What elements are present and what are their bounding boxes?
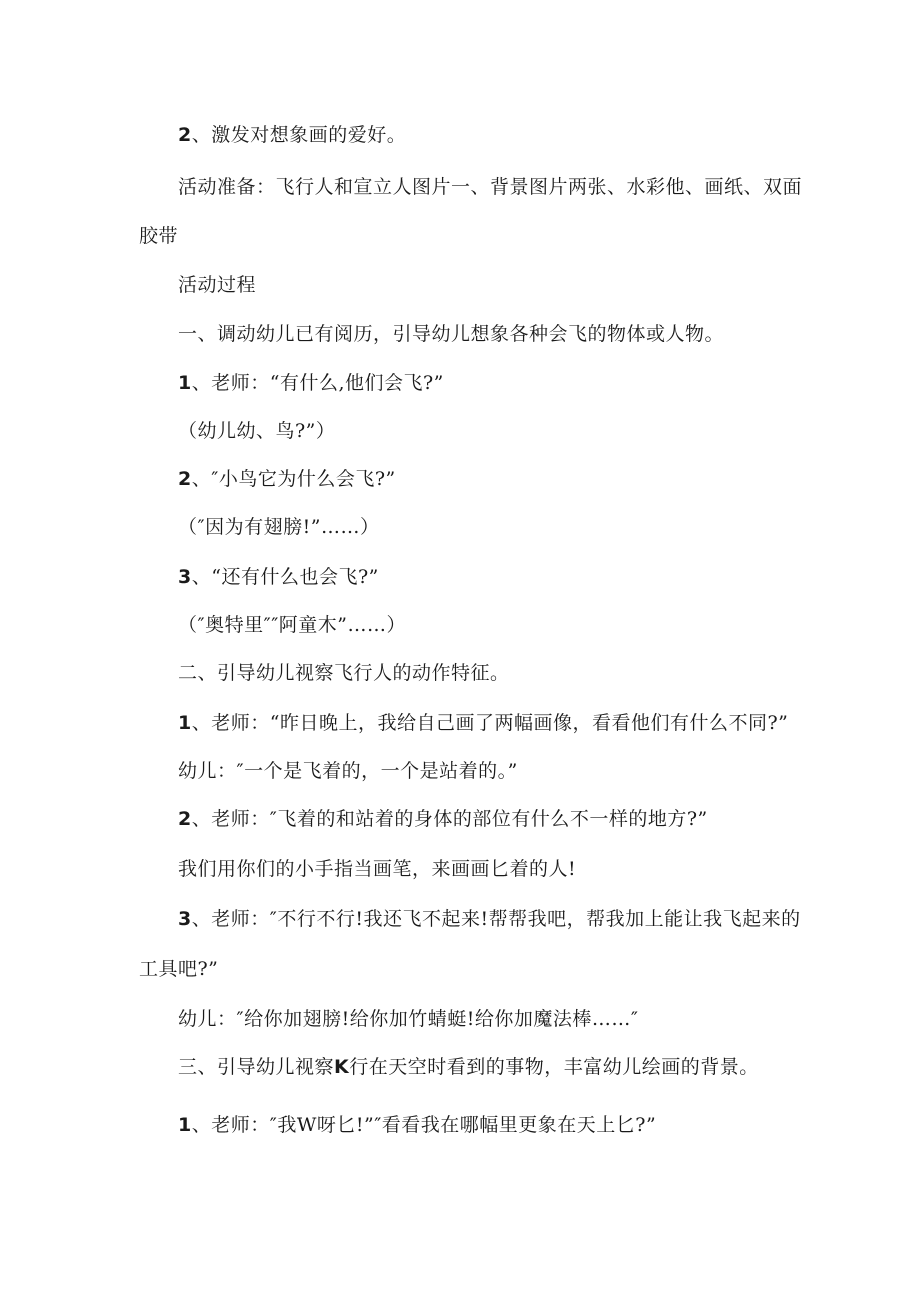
paragraph-line: 2、激发对想象画的爱好。 [178,124,407,146]
paragraph-line: （幼儿幼、鸟?”） [178,420,336,442]
paragraph-line: 3、“还有什么也会飞?” [178,566,379,588]
paragraph-line: 3、老师：″不行不行!我还飞不起来!帮帮我吧，帮我加上能让我飞起来的 [178,908,801,930]
paragraph-line: 工具吧?” [139,958,219,980]
section-heading: 一、调动幼儿已有阅历，引导幼儿想象各种会飞的物体或人物。 [178,323,725,345]
paragraph-line: 幼儿：″给你加翅膀!给你加竹蜻蜓!给你加魔法棒……″ [178,1008,639,1030]
section-heading: 活动过程 [178,274,257,296]
paragraph-line: （″奥特里″″阿童木”……） [178,614,407,636]
paragraph-line: 我们用你们的小手指当画笔，来画画匕着的人! [178,858,577,880]
paragraph-line: 幼儿：″一个是飞着的，一个是站着的。” [178,760,518,782]
paragraph-line: 1、老师：“有什么,他们会飞?” [178,372,444,394]
paragraph-line: 1、老师：″我W呀匕!”″看看我在哪幅里更象在天上匕?” [178,1114,657,1136]
paragraph-line: 胶带 [139,225,179,247]
paragraph-line: 2、″小鸟它为什么会飞?” [178,468,396,490]
paragraph-line: 2、老师：″飞着的和站着的身体的部位有什么不一样的地方?” [178,808,708,830]
paragraph-line: 活动准备：飞行人和宣立人图片一、背景图片两张、水彩他、画纸、双面 [178,176,803,198]
section-heading: 二、引导幼儿视察飞行人的动作特征。 [178,662,510,684]
paragraph-line: （″因为有翅膀!”……） [178,516,380,538]
section-heading: 三、引导幼儿视察K行在天空时看到的事物，丰富幼儿绘画的背景。 [178,1056,759,1078]
paragraph-line: 1、老师：“昨日晚上，我给自己画了两幅画像，看看他们有什么不同?” [178,712,789,734]
